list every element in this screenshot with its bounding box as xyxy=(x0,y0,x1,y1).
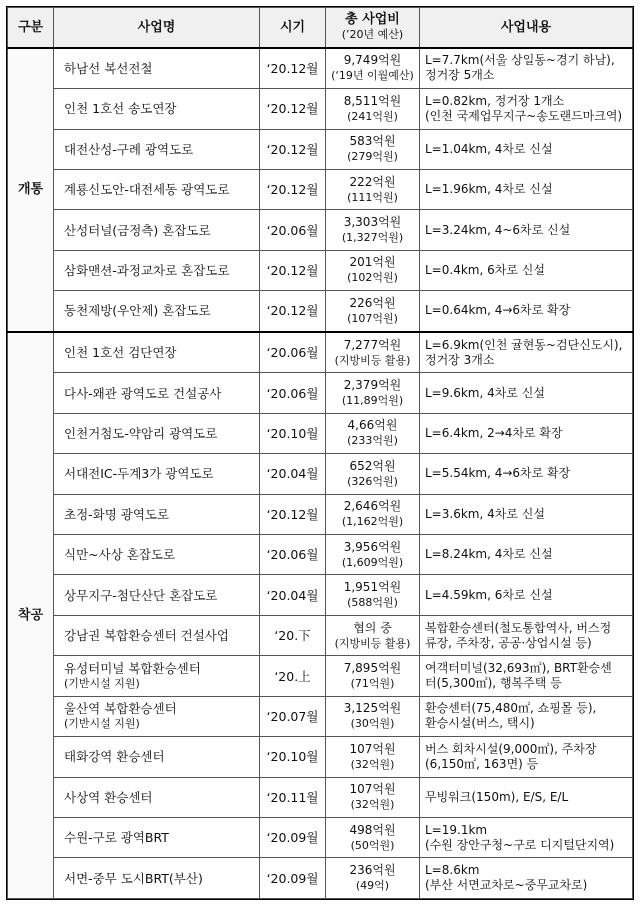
total-cost: 7,277억원 xyxy=(343,337,402,352)
content-cell xyxy=(420,291,633,332)
total-cost: 222억원 xyxy=(349,174,396,189)
content-cell xyxy=(420,332,633,373)
project-name-cell xyxy=(54,817,260,857)
budget-2020: (11,89억원) xyxy=(341,394,404,408)
project-name-cell xyxy=(54,169,260,209)
cost-cell xyxy=(326,129,420,169)
project-name: 다사-왜관 광역도로 건설공사 xyxy=(64,385,222,401)
total-cost: 226억원 xyxy=(349,295,396,310)
total-cost: 3,303억원 xyxy=(343,215,402,230)
content-line-2: (6,150㎡, 163면) 등 xyxy=(425,756,539,771)
header-cost xyxy=(326,8,420,48)
cost-cell xyxy=(326,250,420,290)
budget-2020: (71억원) xyxy=(350,677,395,690)
period-cell: ‘20.06월 xyxy=(260,373,326,413)
period-cell: ‘20.09월 xyxy=(260,858,326,899)
table-row xyxy=(8,48,633,89)
cost-cell xyxy=(326,494,420,534)
period-cell: ‘20.09월 xyxy=(260,817,326,857)
project-name-cell xyxy=(54,615,260,655)
table-row xyxy=(8,858,633,899)
project-name-cell xyxy=(54,575,260,615)
budget-2020: (30억원) xyxy=(350,717,395,731)
content-line-2: (인천 국제업무지구~송도랜드마크역) xyxy=(425,108,623,123)
table-body xyxy=(8,48,633,899)
content-line-1: L=5.54km, 4→6차로 확장 xyxy=(425,466,571,481)
content-cell xyxy=(420,777,633,817)
content-line-2: 정거장 5개소 xyxy=(425,68,495,83)
content-cell xyxy=(420,575,633,615)
project-name-cell xyxy=(54,48,260,89)
period-cell: ‘20.下 xyxy=(260,615,326,655)
project-name-cell xyxy=(54,89,260,129)
content-cell xyxy=(420,250,633,290)
content-cell xyxy=(420,373,633,413)
period-cell: ‘20.12월 xyxy=(260,129,326,169)
project-name: 사상역 환승센터 xyxy=(64,789,153,805)
cost-cell xyxy=(326,89,420,129)
table-row xyxy=(8,89,633,129)
project-name-cell xyxy=(54,413,260,453)
category-cell: 개통 xyxy=(8,48,54,332)
content-line-1: 무빙워크(150m), E/S, E/L xyxy=(425,789,569,804)
total-cost: 4,66억원 xyxy=(347,418,398,433)
total-cost: 107억원 xyxy=(349,741,396,756)
cost-cell xyxy=(326,656,420,696)
content-line-1: L=8.6km xyxy=(425,863,480,878)
project-name: 서면-중무 도시BRT(부산) xyxy=(64,870,203,886)
content-line-1: L=7.7km(서울 상일동~경기 하남), xyxy=(425,53,615,68)
total-cost: 8,511억원 xyxy=(343,93,402,108)
project-name: 초정-화명 광역도로 xyxy=(64,506,170,522)
header-cost-line1: 총 사업비 xyxy=(345,12,400,28)
period-cell: ‘20.10월 xyxy=(260,413,326,453)
project-name: 하남선 복선전철 xyxy=(64,60,153,76)
project-name-cell xyxy=(54,535,260,575)
content-line-1: L=1.04km, 4차로 신설 xyxy=(425,141,553,156)
project-name: 인천 1호선 송도연장 xyxy=(64,101,177,117)
content-line-1: L=9.6km, 4차로 신설 xyxy=(425,385,545,400)
content-line-2: 정거장 3개소 xyxy=(425,352,495,367)
content-line-1: 버스 회차시설(9,000㎡), 주차장 xyxy=(425,741,597,756)
cost-cell xyxy=(326,413,420,453)
content-cell xyxy=(420,48,633,89)
content-line-1: L=0.82km, 정거장 1개소 xyxy=(425,93,565,108)
project-name-cell xyxy=(54,696,260,736)
budget-2020: (279억원) xyxy=(347,150,398,164)
table-row xyxy=(8,535,633,575)
table-row xyxy=(8,250,633,290)
total-cost: 236억원 xyxy=(349,863,396,878)
project-name-cell xyxy=(54,291,260,332)
content-cell xyxy=(420,129,633,169)
cost-cell xyxy=(326,696,420,736)
content-line-1: L=3.6km, 4차로 신설 xyxy=(425,506,545,521)
project-name: 상무지구-첨단산단 혼잡도로 xyxy=(64,587,218,603)
table-row xyxy=(8,696,633,736)
table-header-row xyxy=(8,8,633,48)
period-cell: ‘20.06월 xyxy=(260,535,326,575)
project-name-cell xyxy=(54,858,260,899)
cost-cell xyxy=(326,615,420,655)
content-cell xyxy=(420,817,633,857)
period-cell: ‘20.12월 xyxy=(260,48,326,89)
budget-2020: (‘19년 이월예산) xyxy=(331,69,414,83)
total-cost: 583억원 xyxy=(349,134,396,149)
content-line-1: 복합환승센터(철도통합역사, 버스정 xyxy=(425,620,612,635)
content-cell xyxy=(420,494,633,534)
project-name-cell xyxy=(54,373,260,413)
budget-2020: (50억원) xyxy=(350,838,395,852)
project-name-note: (기반시설 지원) xyxy=(64,677,140,690)
table-row xyxy=(8,332,633,373)
cost-cell xyxy=(326,777,420,817)
project-name-cell xyxy=(54,332,260,373)
project-name: 산성터널(금정측) 혼잡도로 xyxy=(64,222,211,238)
category-cell: 착공 xyxy=(8,332,54,899)
content-cell xyxy=(420,169,633,209)
project-name: 수원-구로 광역BRT xyxy=(64,830,169,846)
project-name-cell xyxy=(54,494,260,534)
project-table xyxy=(7,7,633,899)
cost-cell xyxy=(326,48,420,89)
header-category: 구분 xyxy=(8,8,54,48)
period-cell: ‘20.12월 xyxy=(260,291,326,332)
project-name-cell xyxy=(54,250,260,290)
project-name: 서대전IC-두계3가 광역도로 xyxy=(64,466,214,482)
budget-2020: (49억) xyxy=(355,879,390,893)
total-cost: 협의 중 xyxy=(353,620,392,635)
content-line-2: (수원 장안구청~구로 디지털단지역) xyxy=(425,837,615,852)
content-line-1: L=4.59km, 6차로 신설 xyxy=(425,587,553,602)
cost-cell xyxy=(326,858,420,899)
project-name: 울산역 복합환승센터 xyxy=(64,701,177,717)
content-line-1: L=19.1km xyxy=(425,822,488,837)
header-name: 사업명 xyxy=(54,8,260,48)
header-period: 시기 xyxy=(260,8,326,48)
budget-2020: (111억원) xyxy=(347,190,398,204)
content-line-1: L=1.96km, 4차로 신설 xyxy=(425,182,553,197)
project-name-cell xyxy=(54,777,260,817)
total-cost: 2,646억원 xyxy=(343,499,402,514)
header-cost-line2: (’20년 예산) xyxy=(341,28,404,42)
total-cost: 201억원 xyxy=(349,255,396,270)
budget-2020: (588억원) xyxy=(347,596,398,610)
total-cost: 1,951억원 xyxy=(343,580,402,595)
cost-cell xyxy=(326,737,420,777)
budget-2020: (32억원) xyxy=(350,757,395,771)
period-cell: ‘20.04월 xyxy=(260,454,326,494)
period-cell: ‘20.11월 xyxy=(260,777,326,817)
content-cell xyxy=(420,858,633,899)
content-cell xyxy=(420,656,633,696)
content-line-1: L=6.9km(인천 귤현동~검단신도시), xyxy=(425,337,623,352)
project-name-note: (기반시설 지원) xyxy=(64,717,140,731)
content-line-1: L=8.24km, 4차로 신설 xyxy=(425,547,553,562)
budget-2020: (1,162억원) xyxy=(341,515,404,529)
table-row xyxy=(8,817,633,857)
budget-2020: (지방비등 활용) xyxy=(334,353,411,367)
content-line-1: 여객터미널(32,693㎡), BRT환승센 xyxy=(425,661,612,675)
total-cost: 107억원 xyxy=(349,782,396,797)
content-line-2: 터(5,300㎡), 행복주택 등 xyxy=(425,676,562,690)
total-cost: 3,125억원 xyxy=(343,701,402,716)
total-cost: 2,379억원 xyxy=(343,378,402,393)
table-row xyxy=(8,413,633,453)
total-cost: 3,956억원 xyxy=(343,539,402,554)
period-cell: ‘20.12월 xyxy=(260,494,326,534)
budget-2020: (241억원) xyxy=(347,109,398,123)
cost-cell xyxy=(326,575,420,615)
project-name: 계룡신도안-대전세동 광역도로 xyxy=(64,182,230,198)
project-name: 인천 1호선 검단연장 xyxy=(64,345,177,361)
cost-cell xyxy=(326,454,420,494)
period-cell: ‘20.06월 xyxy=(260,210,326,250)
project-table-container xyxy=(6,6,634,900)
header-content: 사업내용 xyxy=(420,8,633,48)
content-line-1: L=0.64km, 4→6차로 확장 xyxy=(425,303,571,318)
table-row xyxy=(8,129,633,169)
cost-cell xyxy=(326,332,420,373)
table-row xyxy=(8,494,633,534)
content-cell xyxy=(420,615,633,655)
project-name-cell xyxy=(54,656,260,696)
project-name: 동천제방(우안제) 혼잡도로 xyxy=(64,303,211,319)
project-name: 유성터미널 복합환승센터 xyxy=(64,661,201,676)
period-cell: ‘20.06월 xyxy=(260,332,326,373)
cost-cell xyxy=(326,210,420,250)
budget-2020: (32억원) xyxy=(350,798,395,812)
content-line-1: L=3.24km, 4~6차로 신설 xyxy=(425,222,571,237)
content-cell xyxy=(420,89,633,129)
project-name: 대전산성-구례 광역도로 xyxy=(64,141,194,157)
project-name-cell xyxy=(54,210,260,250)
content-line-1: L=6.4km, 2→4차로 확장 xyxy=(425,425,563,440)
period-cell: ‘20.07월 xyxy=(260,696,326,736)
content-line-1: L=0.4km, 6차로 신설 xyxy=(425,262,545,277)
budget-2020: (지방비등 활용) xyxy=(334,636,411,650)
content-cell xyxy=(420,535,633,575)
project-name-cell xyxy=(54,454,260,494)
content-cell xyxy=(420,454,633,494)
budget-2020: (1,327억원) xyxy=(341,231,404,245)
project-name: 강남권 복합환승센터 건설사업 xyxy=(64,628,229,644)
content-line-2: 류장, 주차장, 공공·상업시설 등) xyxy=(425,635,592,650)
budget-2020: (1,609억원) xyxy=(341,555,404,569)
project-name: 인천거첨도-약암리 광역도로 xyxy=(64,425,218,441)
budget-2020: (102억원) xyxy=(347,271,398,285)
total-cost: 652억원 xyxy=(349,458,396,473)
content-line-1: 환승센터(75,480㎡, 쇼핑몰 등), xyxy=(425,701,597,716)
project-name: 삼화맨션-과정교차로 혼잡도로 xyxy=(64,262,230,278)
budget-2020: (233억원) xyxy=(347,434,398,448)
budget-2020: (107억원) xyxy=(347,311,398,325)
content-line-2: 환승시설(버스, 택시) xyxy=(425,716,535,731)
total-cost: 9,749억원 xyxy=(343,53,402,68)
total-cost: 498억원 xyxy=(349,822,396,837)
cost-cell xyxy=(326,535,420,575)
cost-cell xyxy=(326,169,420,209)
table-row xyxy=(8,615,633,655)
project-name-cell xyxy=(54,129,260,169)
period-cell: ‘20.12월 xyxy=(260,89,326,129)
cost-cell xyxy=(326,373,420,413)
table-row xyxy=(8,210,633,250)
project-name: 식만~사상 혼잡도로 xyxy=(64,547,176,563)
table-row xyxy=(8,575,633,615)
project-name: 태화강역 환승센터 xyxy=(64,749,165,765)
content-cell xyxy=(420,413,633,453)
table-row xyxy=(8,777,633,817)
total-cost: 7,895억원 xyxy=(343,661,402,675)
table-row xyxy=(8,291,633,332)
project-name-cell xyxy=(54,737,260,777)
period-cell: ‘20.12월 xyxy=(260,250,326,290)
content-cell xyxy=(420,737,633,777)
table-row xyxy=(8,454,633,494)
content-cell xyxy=(420,696,633,736)
table-row xyxy=(8,169,633,209)
table-row xyxy=(8,373,633,413)
period-cell: ‘20.12월 xyxy=(260,169,326,209)
period-cell: ‘20.04월 xyxy=(260,575,326,615)
table-row xyxy=(8,737,633,777)
cost-cell xyxy=(326,817,420,857)
budget-2020: (326억원) xyxy=(347,474,398,488)
cost-cell xyxy=(326,291,420,332)
period-cell: ‘20.上 xyxy=(260,656,326,696)
content-line-2: (부산 서면교차로~중무교차로) xyxy=(425,878,588,893)
content-cell xyxy=(420,210,633,250)
period-cell: ‘20.10월 xyxy=(260,737,326,777)
table-row xyxy=(8,656,633,696)
